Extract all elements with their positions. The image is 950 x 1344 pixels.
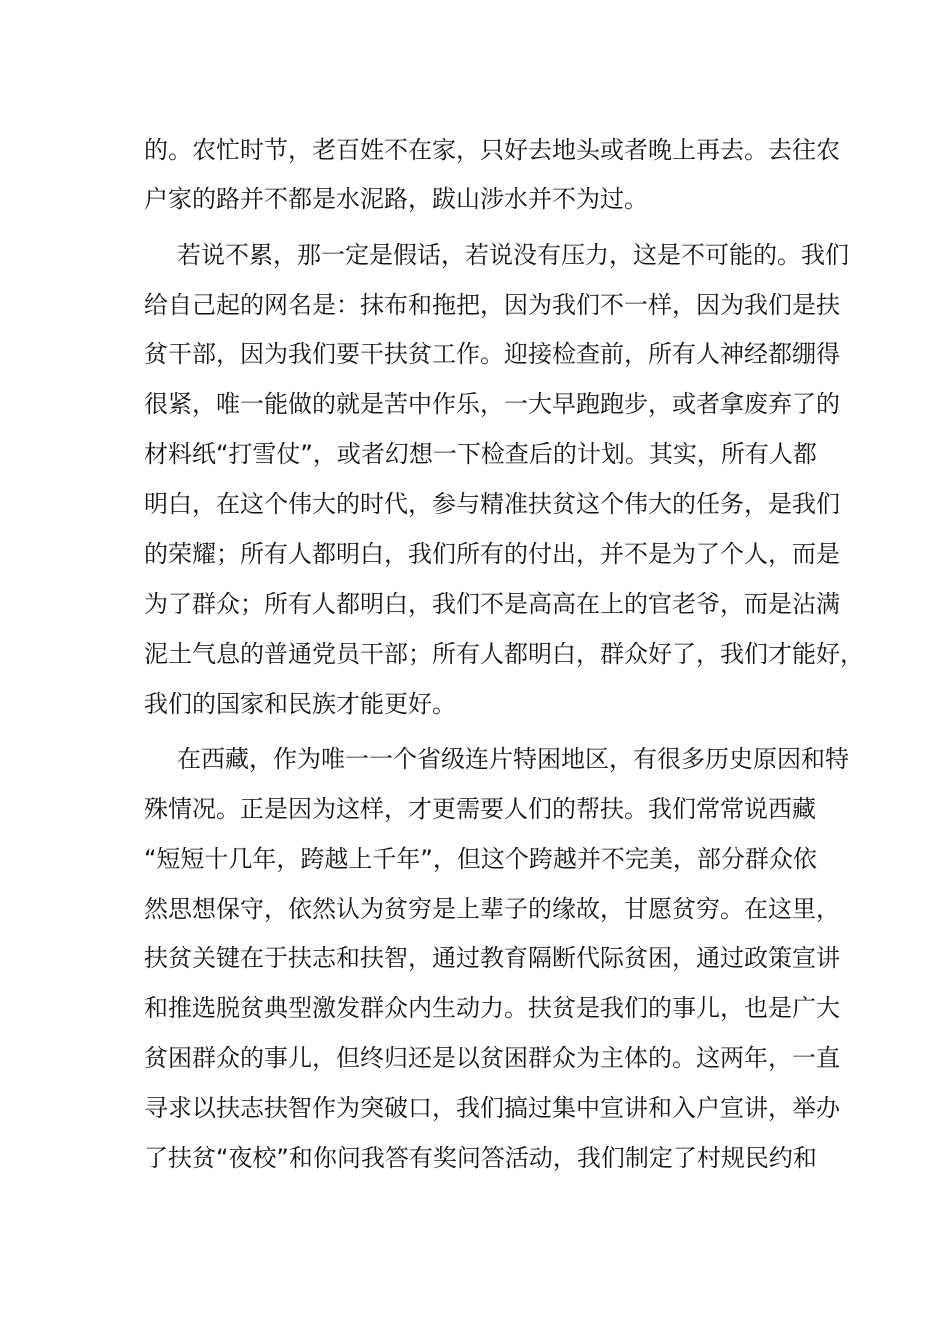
- paragraph-1-line-1: 的。农忙时节，老百姓不在家，只好去地头或者晚上再去。去往农: [144, 136, 840, 164]
- paragraph-3-line-7: 贫困群众的事儿，但终归还是以贫困群众为主体的。这两年，一直: [144, 1044, 840, 1072]
- paragraph-3-line-5: 扶贫关键在于扶志和扶智，通过教育隔断代际贫困，通过政策宣讲: [144, 944, 840, 972]
- paragraph-3-line-9: 了扶贫“夜校”和你问我答有奖问答活动，我们制定了村规民约和: [144, 1144, 817, 1172]
- paragraph-1-line-2: 户家的路并不都是水泥路，跋山涉水并不为过。: [144, 185, 648, 213]
- paragraph-2-line-8: 为了群众；所有人都明白，我们不是高高在上的官老爷，而是沾满: [144, 590, 840, 618]
- paragraph-2-line-5: 材料纸“打雪仗”，或者幻想一下检查后的计划。其实，所有人都: [144, 440, 817, 468]
- paragraph-2-line-6: 明白，在这个伟大的时代，参与精准扶贫这个伟大的任务，是我们: [144, 490, 840, 518]
- paragraph-2-line-1: 若说不累，那一定是假话，若说没有压力，这是不可能的。我们: [177, 241, 849, 269]
- paragraph-2-line-7: 的荣耀；所有人都明白，我们所有的付出，并不是为了个人，而是: [144, 540, 840, 568]
- paragraph-2-line-2: 给自己起的网名是：抹布和拖把，因为我们不一样，因为我们是扶: [144, 291, 840, 319]
- paragraph-3-line-1: 在西藏，作为唯一一个省级连片特困地区，有很多历史原因和特: [177, 745, 849, 773]
- paragraph-3-line-3: “短短十几年，跨越上千年”，但这个跨越并不完美，部分群众依: [144, 845, 817, 873]
- paragraph-2-line-4: 很紧，唯一能做的就是苦中作乐，一大早跑跑步，或者拿废弃了的: [144, 390, 840, 418]
- paragraph-3-line-4: 然思想保守，依然认为贫穷是上辈子的缘故，甘愿贫穷。在这里，: [144, 895, 840, 923]
- paragraph-2-line-10: 我们的国家和民族才能更好。: [144, 690, 456, 718]
- paragraph-3-line-8: 寻求以扶志扶智作为突破口，我们搞过集中宣讲和入户宣讲，举办: [144, 1094, 840, 1122]
- paragraph-2-line-9: 泥土气息的普通党员干部；所有人都明白，群众好了，我们才能好，: [144, 640, 864, 668]
- paragraph-2-line-3: 贫干部，因为我们要干扶贫工作。迎接检查前，所有人神经都绷得: [144, 340, 840, 368]
- paragraph-3-line-2: 殊情况。正是因为这样，才更需要人们的帮扶。我们常常说西藏: [144, 795, 816, 823]
- paragraph-3-line-6: 和推选脱贫典型激发群众内生动力。扶贫是我们的事儿，也是广大: [144, 994, 840, 1022]
